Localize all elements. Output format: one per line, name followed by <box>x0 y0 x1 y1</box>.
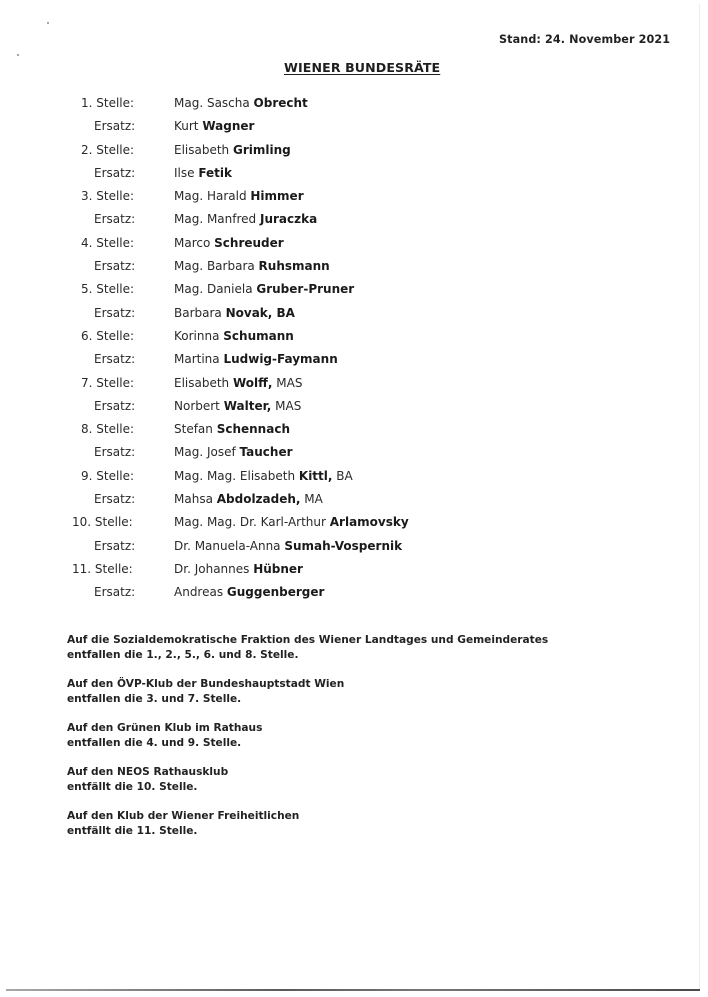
seat-list <box>0 96 708 609</box>
given-names: Andreas <box>174 585 227 600</box>
surname: Wagner <box>202 119 255 134</box>
person-name <box>174 562 303 576</box>
note-line: Auf den NEOS Rathausklub <box>67 766 229 778</box>
given-names: Elisabeth <box>174 375 233 390</box>
name-suffix: MA <box>300 492 323 507</box>
surname: Himmer <box>250 189 304 204</box>
surname: Schennach <box>216 422 290 437</box>
person-name <box>174 306 295 320</box>
seat-row <box>0 96 708 119</box>
given-names: Mahsa <box>174 492 217 507</box>
person-name <box>174 492 323 506</box>
given-names: Korinna <box>174 328 224 343</box>
surname: Guggenberger <box>226 585 325 600</box>
given-names: Kurt <box>174 119 203 134</box>
seat-row <box>0 515 708 538</box>
seat-row <box>0 236 708 259</box>
date-line: Stand: 24. November 2021 <box>499 33 671 46</box>
allocation-note <box>67 633 667 662</box>
surname: Fetik <box>198 165 233 180</box>
surname: Walter, <box>223 398 272 413</box>
allocation-note <box>67 809 667 838</box>
seat-label: 1. Stelle: <box>81 96 135 110</box>
person-name <box>174 422 290 436</box>
substitute-row <box>0 539 708 562</box>
substitute-row <box>0 445 708 468</box>
seat-row <box>0 189 708 212</box>
surname: Schreuder <box>214 235 284 250</box>
scan-speck <box>47 22 49 24</box>
seat-label: 6. Stelle: <box>81 328 135 343</box>
seat-label: 3. Stelle: <box>81 189 135 204</box>
given-names: Stefan <box>174 422 217 437</box>
surname: Arlamovsky <box>329 515 409 530</box>
substitute-row <box>0 306 708 329</box>
person-name <box>174 166 232 180</box>
given-names: Ilse <box>174 165 199 180</box>
seat-row <box>0 376 708 399</box>
surname: Grimling <box>232 142 291 157</box>
name-suffix: MAS <box>272 375 303 390</box>
allocation-note <box>67 677 667 706</box>
note-line: Auf den Klub der Wiener Freiheitlichen <box>67 810 300 822</box>
substitute-label: Ersatz: <box>94 445 136 460</box>
person-name <box>174 399 301 413</box>
seat-row <box>0 329 708 352</box>
note-line: entfällt die 11. Stelle. <box>67 824 198 837</box>
person-name <box>174 189 304 203</box>
allocation-note <box>67 721 667 750</box>
page-bottom-edge <box>6 989 700 991</box>
given-names: Martina <box>174 352 224 367</box>
person-name <box>174 329 294 343</box>
given-names: Norbert <box>174 398 224 413</box>
note-line: entfallen die 3. und 7. Stelle. <box>67 692 242 705</box>
substitute-label: Ersatz: <box>94 538 136 553</box>
person-name <box>174 259 330 273</box>
person-name <box>174 585 324 599</box>
seat-label: 7. Stelle: <box>81 375 135 390</box>
given-names: Mag. Mag. Elisabeth <box>174 468 299 483</box>
surname: Hübner <box>253 561 303 576</box>
substitute-label: Ersatz: <box>94 305 136 320</box>
seat-label: 9. Stelle: <box>81 468 135 483</box>
surname: Taucher <box>239 445 293 460</box>
allocation-notes <box>67 633 667 853</box>
note-line: Auf die Sozialdemokratische Fraktion des Wiener Landtages und Gemeinderates <box>67 634 549 646</box>
person-name <box>174 539 402 553</box>
seat-label: 8. Stelle: <box>81 422 135 437</box>
given-names: Mag. Harald <box>174 189 251 204</box>
given-names: Elisabeth <box>174 142 233 157</box>
seat-label: 10. Stelle: <box>72 515 133 530</box>
given-names: Mag. Josef <box>174 445 240 460</box>
note-line: entfallen die 4. und 9. Stelle. <box>67 736 242 749</box>
document-title: WIENER BUNDESRÄTE <box>284 60 441 75</box>
seat-row <box>0 282 708 305</box>
note-line: entfällt die 10. Stelle. <box>67 780 198 793</box>
given-names: Barbara <box>174 305 226 320</box>
substitute-label: Ersatz: <box>94 398 136 413</box>
seat-row <box>0 469 708 492</box>
substitute-label: Ersatz: <box>94 492 136 507</box>
person-name <box>174 352 338 366</box>
seat-row <box>0 422 708 445</box>
surname: Novak, BA <box>225 305 295 320</box>
surname: Abdolzadeh, <box>216 492 301 507</box>
person-name <box>174 143 291 157</box>
substitute-label: Ersatz: <box>94 259 136 274</box>
substitute-row <box>0 585 708 608</box>
substitute-row <box>0 399 708 422</box>
substitute-row <box>0 259 708 282</box>
substitute-label: Ersatz: <box>94 119 136 134</box>
person-name <box>174 515 409 529</box>
seat-label: 5. Stelle: <box>81 282 135 297</box>
scan-speck <box>17 54 19 56</box>
note-line: Auf den Grünen Klub im Rathaus <box>67 722 263 734</box>
note-line: Auf den ÖVP-Klub der Bundeshauptstadt Wien <box>67 678 345 690</box>
given-names: Dr. Johannes <box>174 561 254 576</box>
person-name <box>174 212 317 226</box>
substitute-row <box>0 166 708 189</box>
person-name <box>174 282 354 296</box>
surname: Gruber-Pruner <box>256 282 355 297</box>
given-names: Dr. Manuela-Anna <box>174 538 285 553</box>
given-names: Mag. Sascha <box>174 96 254 110</box>
person-name <box>174 236 284 250</box>
name-suffix: BA <box>332 468 353 483</box>
surname: Sumah-Vospernik <box>284 538 403 553</box>
substitute-label: Ersatz: <box>94 352 136 367</box>
name-suffix: MAS <box>271 398 302 413</box>
person-name <box>174 445 293 459</box>
surname: Kittl, <box>298 468 333 483</box>
seat-label: 2. Stelle: <box>81 142 135 157</box>
note-line: entfallen die 1., 2., 5., 6. und 8. Stelle. <box>67 648 299 661</box>
surname: Juraczka <box>259 212 318 227</box>
surname: Ludwig-Faymann <box>223 352 338 367</box>
person-name <box>174 96 308 110</box>
surname: Wolff, <box>232 375 273 390</box>
substitute-row <box>0 352 708 375</box>
person-name <box>174 119 254 133</box>
substitute-row <box>0 119 708 142</box>
substitute-row <box>0 492 708 515</box>
given-names: Mag. Barbara <box>174 259 259 274</box>
substitute-label: Ersatz: <box>94 165 136 180</box>
seat-row <box>0 562 708 585</box>
surname: Obrecht <box>253 96 308 110</box>
given-names: Marco <box>174 235 215 250</box>
allocation-note <box>67 765 667 794</box>
surname: Schumann <box>223 328 294 343</box>
given-names: Mag. Daniela <box>174 282 257 297</box>
seat-label: 4. Stelle: <box>81 235 135 250</box>
person-name <box>174 376 302 390</box>
substitute-row <box>0 212 708 235</box>
surname: Ruhsmann <box>258 259 330 274</box>
seat-row <box>0 143 708 166</box>
given-names: Mag. Manfred <box>174 212 260 227</box>
substitute-label: Ersatz: <box>94 585 136 600</box>
person-name <box>174 469 353 483</box>
given-names: Mag. Mag. Dr. Karl-Arthur <box>174 515 330 530</box>
substitute-label: Ersatz: <box>94 212 136 227</box>
seat-label: 11. Stelle: <box>72 561 133 576</box>
